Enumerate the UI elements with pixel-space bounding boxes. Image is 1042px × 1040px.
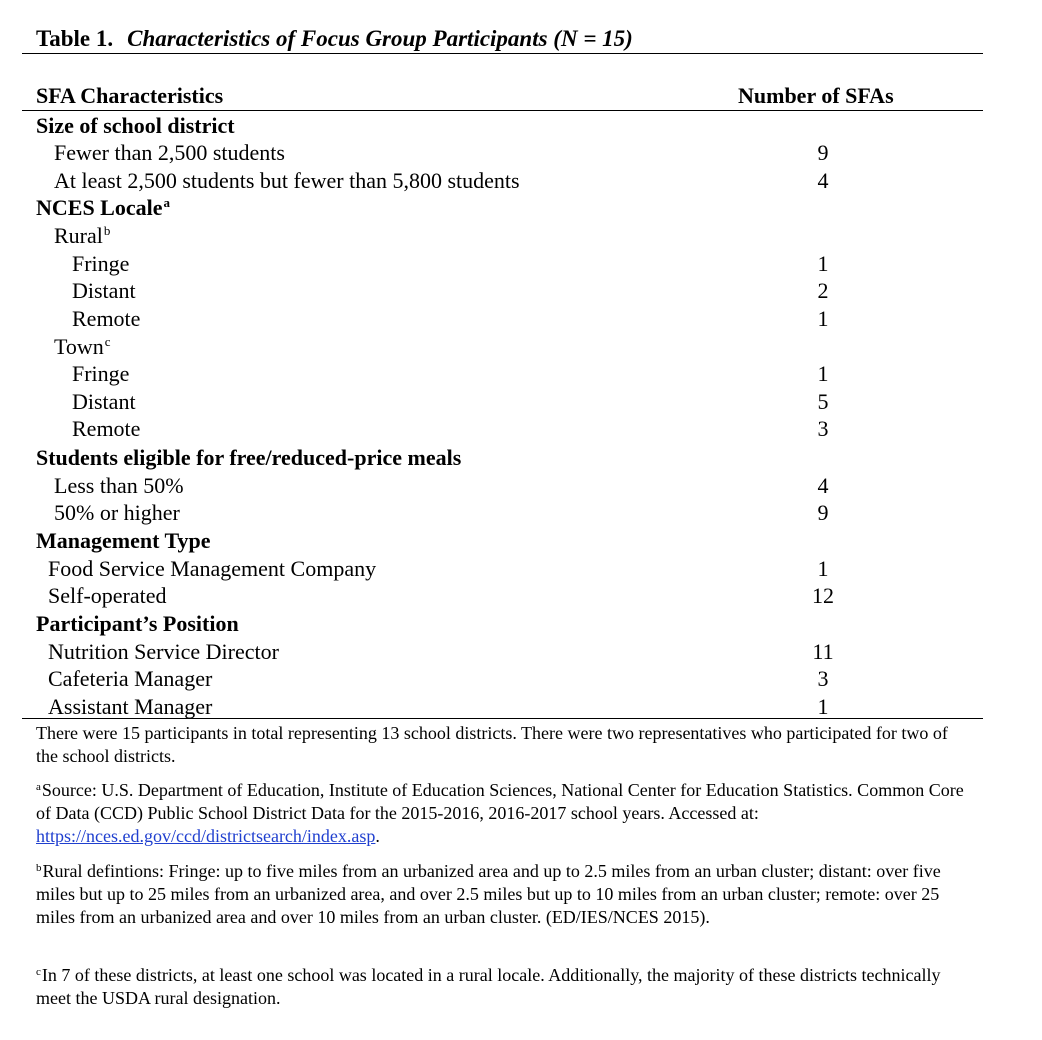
row-label-text: At least 2,500 students but fewer than 5,800 students xyxy=(54,168,520,193)
footnote-marker: b xyxy=(103,223,111,238)
row-label-text: Management Type xyxy=(36,528,211,553)
row-label-text: Students eligible for free/reduced-price meals xyxy=(36,445,462,470)
note-b-text: Rural defintions: Fringe: up to five miles from an urbanized area and up to 2.5 miles from an urban cluster; distant: over five miles but up to 25 miles from an urbanized area, and over 2.5 miles but up to 10 miles from an urban cluster; remote: over 25 miles from an urbanized area and over 10 miles from an urban cluster. (ED/IES/NCES 2015). xyxy=(36,861,941,927)
note-a xyxy=(36,779,971,848)
section-heading-row xyxy=(0,444,1042,472)
row-label-text: Distant xyxy=(72,278,136,303)
table-row xyxy=(0,360,1042,388)
section-heading xyxy=(36,527,211,555)
row-label xyxy=(48,665,212,693)
table-row xyxy=(0,693,1042,721)
table-row xyxy=(0,222,1042,250)
row-label xyxy=(48,582,167,610)
row-label-text: Fringe xyxy=(72,361,130,386)
section-heading xyxy=(36,194,170,222)
row-label xyxy=(72,277,136,305)
table-row xyxy=(0,139,1042,167)
row-label-text: Fewer than 2,500 students xyxy=(54,140,285,165)
table-row xyxy=(0,665,1042,693)
note-general-text: There were 15 participants in total representing 13 school districts. There were two representatives who participated for two of the school districts. xyxy=(36,723,948,766)
table-row xyxy=(0,499,1042,527)
row-label-text: Town xyxy=(54,334,104,359)
row-count: 3 xyxy=(817,416,829,441)
row-label-text: Nutrition Service Director xyxy=(48,639,279,664)
table-row xyxy=(0,167,1042,195)
table-header xyxy=(36,82,983,110)
row-label-text: 50% or higher xyxy=(54,500,180,525)
row-count: 2 xyxy=(817,278,829,303)
table-row xyxy=(0,415,1042,443)
section-heading xyxy=(36,112,235,140)
table-row xyxy=(0,582,1042,610)
row-label-text: Participant’s Position xyxy=(36,611,239,636)
header-number-of-sfas: Number of SFAs xyxy=(738,83,894,108)
row-label xyxy=(72,305,140,333)
table-row xyxy=(0,388,1042,416)
row-label-text: Size of school district xyxy=(36,113,235,138)
row-count: 1 xyxy=(817,306,829,331)
note-c xyxy=(36,964,971,1010)
row-label-text: Remote xyxy=(72,416,141,441)
header-characteristics: SFA Characteristics xyxy=(36,83,224,108)
section-heading-row xyxy=(0,112,1042,140)
section-heading-row xyxy=(0,527,1042,555)
table-caption: Characteristics of Focus Group Participants (N = 15) xyxy=(127,26,633,51)
row-count: 3 xyxy=(817,666,829,691)
row-count: 1 xyxy=(817,556,829,581)
row-count: 1 xyxy=(817,251,829,276)
section-heading-row xyxy=(0,194,1042,222)
row-count: 11 xyxy=(812,639,834,664)
footnote-marker: a xyxy=(163,195,170,210)
row-label xyxy=(54,139,285,167)
section-heading xyxy=(36,610,239,638)
row-label-text: Cafeteria Manager xyxy=(48,666,213,691)
table-row xyxy=(0,638,1042,666)
row-label xyxy=(48,638,279,666)
note-b xyxy=(36,860,971,929)
title-rule xyxy=(22,53,983,54)
row-label xyxy=(72,388,136,416)
row-label-text: NCES Locale xyxy=(36,195,163,220)
row-count: 9 xyxy=(817,140,829,165)
footnote-marker: c xyxy=(104,334,111,349)
row-count: 9 xyxy=(817,500,829,525)
row-label-text: Self-operated xyxy=(48,583,167,608)
row-label-text: Food Service Management Company xyxy=(48,556,377,581)
section-heading-row xyxy=(0,610,1042,638)
table-row xyxy=(0,472,1042,500)
row-label-text: Remote xyxy=(72,306,141,331)
row-label xyxy=(54,499,180,527)
row-label-text: Distant xyxy=(72,389,136,414)
row-count: 1 xyxy=(817,361,829,386)
row-label xyxy=(54,333,111,361)
note-c-text: In 7 of these districts, at least one school was located in a rural locale. Additionally, the majority of these districts technically meet the USDA rural designation. xyxy=(36,965,941,1008)
row-count: 1 xyxy=(817,694,829,719)
row-label xyxy=(48,555,376,583)
row-label xyxy=(48,693,212,721)
row-label xyxy=(72,360,129,388)
note-a-period: . xyxy=(375,826,380,846)
row-label-text: Assistant Manager xyxy=(48,694,213,719)
table-row xyxy=(0,277,1042,305)
row-label xyxy=(72,250,129,278)
row-label xyxy=(72,415,140,443)
row-count: 4 xyxy=(817,168,829,193)
note-b-marker: b xyxy=(36,862,42,874)
note-c-marker: c xyxy=(36,966,41,978)
row-label xyxy=(54,472,184,500)
table-row xyxy=(0,555,1042,583)
row-count: 4 xyxy=(817,473,829,498)
row-count: 12 xyxy=(812,583,834,608)
header-rule xyxy=(22,110,983,111)
note-a-marker: a xyxy=(36,781,41,793)
nces-link[interactable]: https://nces.ed.gov/ccd/districtsearch/index.asp xyxy=(36,826,376,846)
table-row xyxy=(0,250,1042,278)
section-heading xyxy=(36,444,461,472)
table-row xyxy=(0,333,1042,361)
note-a-text: Source: U.S. Department of Education, Institute of Education Sciences, National Center for Education Statistics. Common Core of Data (CCD) Public School District Data for the 2015-2016, 2016-2017 school years. Accessed at: xyxy=(36,780,964,823)
row-label-text: Fringe xyxy=(72,251,130,276)
row-count: 5 xyxy=(817,389,829,414)
row-label-text: Less than 50% xyxy=(54,473,184,498)
row-label xyxy=(54,167,520,195)
row-label xyxy=(54,222,110,250)
note-general xyxy=(36,722,971,768)
table-row xyxy=(0,305,1042,333)
row-label-text: Rural xyxy=(54,223,103,248)
table-number: Table 1. xyxy=(36,26,114,51)
table-title xyxy=(36,24,633,54)
table-bottom-rule xyxy=(22,718,983,719)
